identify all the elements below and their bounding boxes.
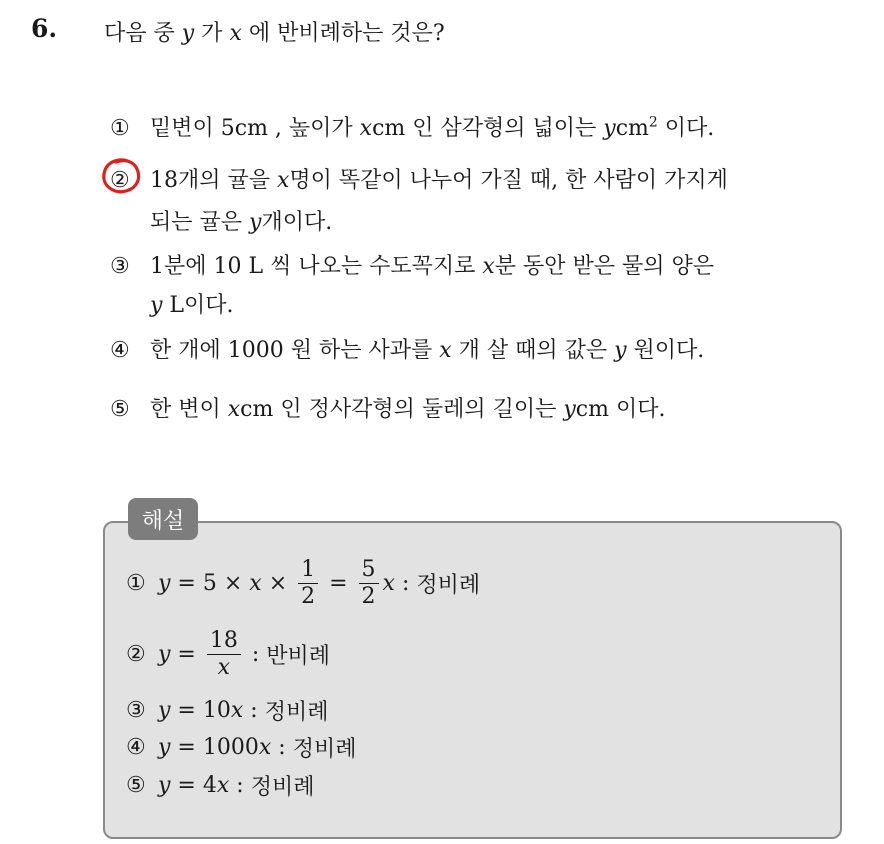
solution-line-1: ① y = 5 × x × $\frac{1}{2}$ = $\frac{5}{2}$ x : 정비례 <box>126 557 481 609</box>
answer-circle-mark <box>100 156 144 196</box>
fraction: $\frac{5}{2}$ <box>359 557 379 610</box>
option-2[interactable]: ② 18개의 귤을 x명이 똑같이 나누어 가질 때, 한 사람이 가지게 <box>110 168 728 193</box>
option-marker: ② <box>110 168 130 193</box>
solution-line-5: ⑤ y = 4 x : 정비례 <box>126 773 315 800</box>
solution-line-3: ③ y = 10 x : 정비례 <box>126 698 329 725</box>
solution-line-2: ② y = $\frac{18}{x}$ : 반비례 <box>126 628 331 680</box>
option-2-continued: 되는 귤은 y개이다. <box>150 210 333 235</box>
option-4[interactable]: ④ 한 개에 1000 원 하는 사과를 x 개 살 때의 값은 y 원이다. <box>110 338 705 363</box>
question-stem: 다음 중 y 가 x 에 반비례하는 것은? <box>104 21 445 46</box>
solution-line-4: ④ y = 1000 x : 정비례 <box>126 735 357 762</box>
option-marker: ④ <box>110 338 130 363</box>
option-3-continued: y L이다. <box>150 293 234 318</box>
option-marker: ① <box>110 116 130 141</box>
option-1[interactable]: ① 밑변이 5cm , 높이가 xcm 인 삼각형의 넓이는 ycm$^2$ 이다. <box>110 114 715 141</box>
question-number: 6. <box>31 14 58 43</box>
option-5[interactable]: ⑤ 한 변이 xcm 인 정사각형의 둘레의 길이는 ycm 이다. <box>110 397 666 422</box>
option-marker: ③ <box>110 254 130 279</box>
option-3[interactable]: ③ 1분에 10 L 씩 나오는 수도꼭지로 x분 동안 받은 물의 양은 <box>110 254 715 279</box>
fraction: $\frac{18}{x}$ <box>207 628 241 681</box>
solution-tag: 해설 <box>128 498 198 540</box>
fraction: $\frac{1}{2}$ <box>298 557 318 610</box>
option-marker: ⑤ <box>110 397 130 422</box>
